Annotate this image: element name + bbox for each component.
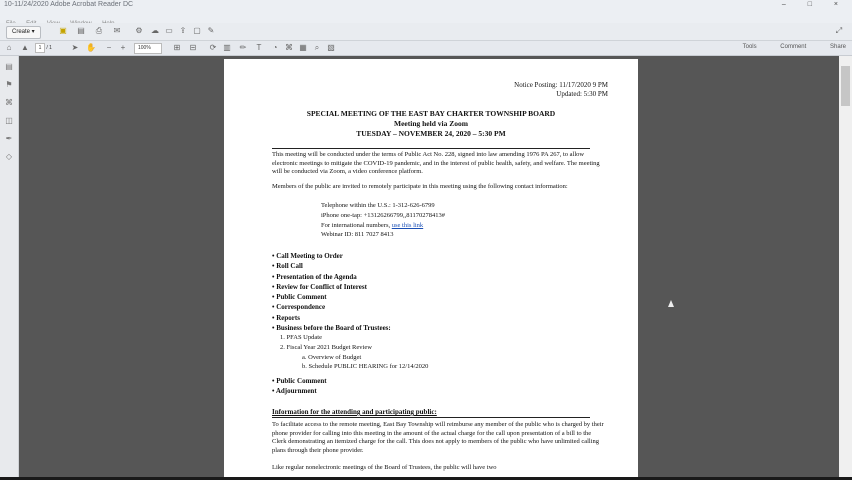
expand-icon[interactable]: ⤢	[835, 26, 843, 35]
contact-webinar-id: Webinar ID: 811 7027 8413	[321, 231, 394, 239]
scroll-mode-icon[interactable]: ⊟	[189, 43, 197, 52]
divider	[272, 148, 590, 149]
intro-paragraph: This meeting will be conducted under the terms of Public Act No. 228, signed into law amending 1976 PA 267, to allow electronic meetings to mitigate the COVID-19 pandemic, and in the interest of public health, safety, and welfare. The meeting will be conducted via Zoom, a video conference platform.	[272, 151, 600, 176]
hand-tool-icon[interactable]: ✋	[86, 43, 96, 52]
attach-icon[interactable]: ⌘	[285, 43, 293, 52]
document-title	[224, 109, 638, 139]
international-numbers-link[interactable]: use this link	[391, 221, 424, 229]
zoom-level-select[interactable]: 100%	[134, 43, 162, 54]
pdf-page	[224, 59, 638, 477]
title-line-3: TUESDAY – NOVEMBER 24, 2020 – 5:30 PM	[356, 129, 506, 138]
contact-info	[321, 201, 445, 240]
navigation-pane	[0, 56, 19, 477]
tools-link[interactable]: Tools	[742, 44, 757, 50]
comment-link[interactable]: Comment	[780, 44, 807, 50]
create-label: Create	[12, 29, 31, 35]
meetings-paragraph: Like regular nonelectronic meetings of the Board of Trustees, the public will have two	[272, 464, 497, 471]
info-heading: Information for the attending and participating public:	[272, 408, 437, 416]
create-button[interactable]: Create ▾	[6, 26, 41, 39]
agenda-item: • Adjournment	[272, 387, 317, 396]
email-icon[interactable]: ✉	[113, 26, 121, 35]
save-icon[interactable]: ▤	[77, 26, 85, 35]
agenda-item: • Correspondence	[272, 303, 326, 312]
sign-icon[interactable]: ✎	[207, 26, 215, 35]
agenda-item: • Business before the Board of Trustees:	[272, 324, 391, 333]
participation-paragraph: Members of the public are invited to remotely participate in this meeting using the following contact information:	[272, 183, 568, 190]
agenda-item: • Roll Call	[272, 262, 303, 271]
share-icon[interactable]: ⇪	[179, 26, 187, 35]
settings-icon[interactable]: ⚙	[135, 26, 143, 35]
menu-bar	[0, 12, 852, 23]
agenda-item: • Call Meeting to Order	[272, 252, 343, 260]
search-icon[interactable]: ⌕	[314, 43, 320, 52]
attachments-icon[interactable]: ⌘	[5, 98, 13, 107]
contact-international	[321, 221, 445, 231]
page-total: / 1	[46, 45, 52, 51]
page-indicator	[35, 43, 57, 52]
navigation-toolbar	[0, 41, 852, 56]
export-icon[interactable]: ▢	[193, 26, 201, 35]
signatures-icon[interactable]: ✒	[5, 134, 13, 143]
tags-icon[interactable]: ◇	[5, 152, 13, 161]
draw-icon[interactable]: ✏	[239, 43, 247, 52]
title-line-2: Meeting held via Zoom	[394, 119, 468, 128]
window-controls[interactable]: – □ ×	[781, 1, 848, 8]
reimbursement-paragraph: To facilitate access to the remote meeting, East Bay Township will reimburse any member of the public who is charged by their phone provider for calling into this meeting in the amount of the actual charge for the call upon presentation of a bill to the Clerk demonstrating an itemized charge for the call. This does not apply to members of the public who have unlimited calling plans through their phone provider.	[272, 421, 604, 454]
cloud-icon[interactable]: ☁	[151, 26, 159, 35]
text-icon[interactable]: T	[256, 43, 262, 52]
business-subitem: a. Overview of Budget	[302, 353, 362, 361]
business-item: 2. Fiscal Year 2021 Budget Review	[280, 343, 372, 351]
contact-iphone: iPhone one-tap: +13126266799,,81170278413#	[321, 211, 446, 219]
agenda-item: • Public Comment	[272, 376, 327, 385]
select-tool-icon[interactable]: ➤	[71, 43, 79, 52]
share-link[interactable]: Share	[829, 44, 846, 50]
contact-phone: Telephone within the U.S.: 1-312-626-6799	[321, 202, 435, 209]
mouse-cursor	[668, 300, 674, 307]
rotate-icon[interactable]: ⟳	[209, 43, 217, 52]
main-toolbar	[0, 23, 852, 41]
zoom-out-icon[interactable]: −	[106, 43, 112, 52]
page-thumbnails-icon[interactable]: ▤	[5, 62, 13, 71]
scrollbar-thumb[interactable]	[841, 66, 850, 106]
highlight-icon[interactable]: ▥	[223, 43, 231, 52]
contact-intl-text: For international numbers,	[321, 221, 391, 229]
agenda-item: • Reports	[272, 313, 300, 322]
fit-page-icon[interactable]: ⊞	[173, 43, 181, 52]
previous-page-icon[interactable]: ▲	[21, 43, 29, 52]
print-icon[interactable]: ⎙	[95, 26, 103, 35]
bookmarks-icon[interactable]: ⚑	[5, 80, 13, 89]
divider	[272, 417, 590, 418]
document-viewer[interactable]	[19, 56, 839, 477]
business-item: 1. PFAS Update	[280, 334, 322, 342]
fill-sign-icon[interactable]: ▦	[299, 43, 307, 52]
open-folder-icon[interactable]: ▣	[59, 26, 67, 35]
page-number-input[interactable]: 1	[35, 43, 45, 53]
right-panel-links	[721, 43, 846, 52]
layers-icon[interactable]: ◫	[5, 116, 13, 125]
zoom-in-icon[interactable]: +	[120, 43, 126, 52]
agenda-item: • Presentation of the Agenda	[272, 272, 357, 281]
agenda-item: • Review for Conflict of Interest	[272, 282, 367, 291]
agenda-item: • Public Comment	[272, 293, 327, 302]
notice-posting	[514, 81, 608, 99]
window-title: 10-11/24/2020 Adobe Acrobat Reader DC	[4, 1, 134, 8]
more-tools-icon[interactable]: ▧	[327, 43, 335, 52]
comment-icon[interactable]: ▭	[165, 26, 173, 35]
stamp-icon[interactable]: ◔	[272, 43, 278, 52]
notice-line-1: Notice Posting: 11/17/2020 9 PM	[514, 81, 608, 89]
title-line-1: SPECIAL MEETING OF THE EAST BAY CHARTER TOWNSHIP BOARD	[306, 109, 556, 118]
vertical-scrollbar[interactable]	[839, 56, 852, 477]
agenda-list	[272, 251, 428, 396]
home-icon[interactable]: ⌂	[6, 43, 12, 52]
notice-line-2: Updated: 5:30 PM	[556, 90, 608, 98]
business-subitem: b. Schedule PUBLIC HEARING for 12/14/2020	[302, 363, 429, 371]
